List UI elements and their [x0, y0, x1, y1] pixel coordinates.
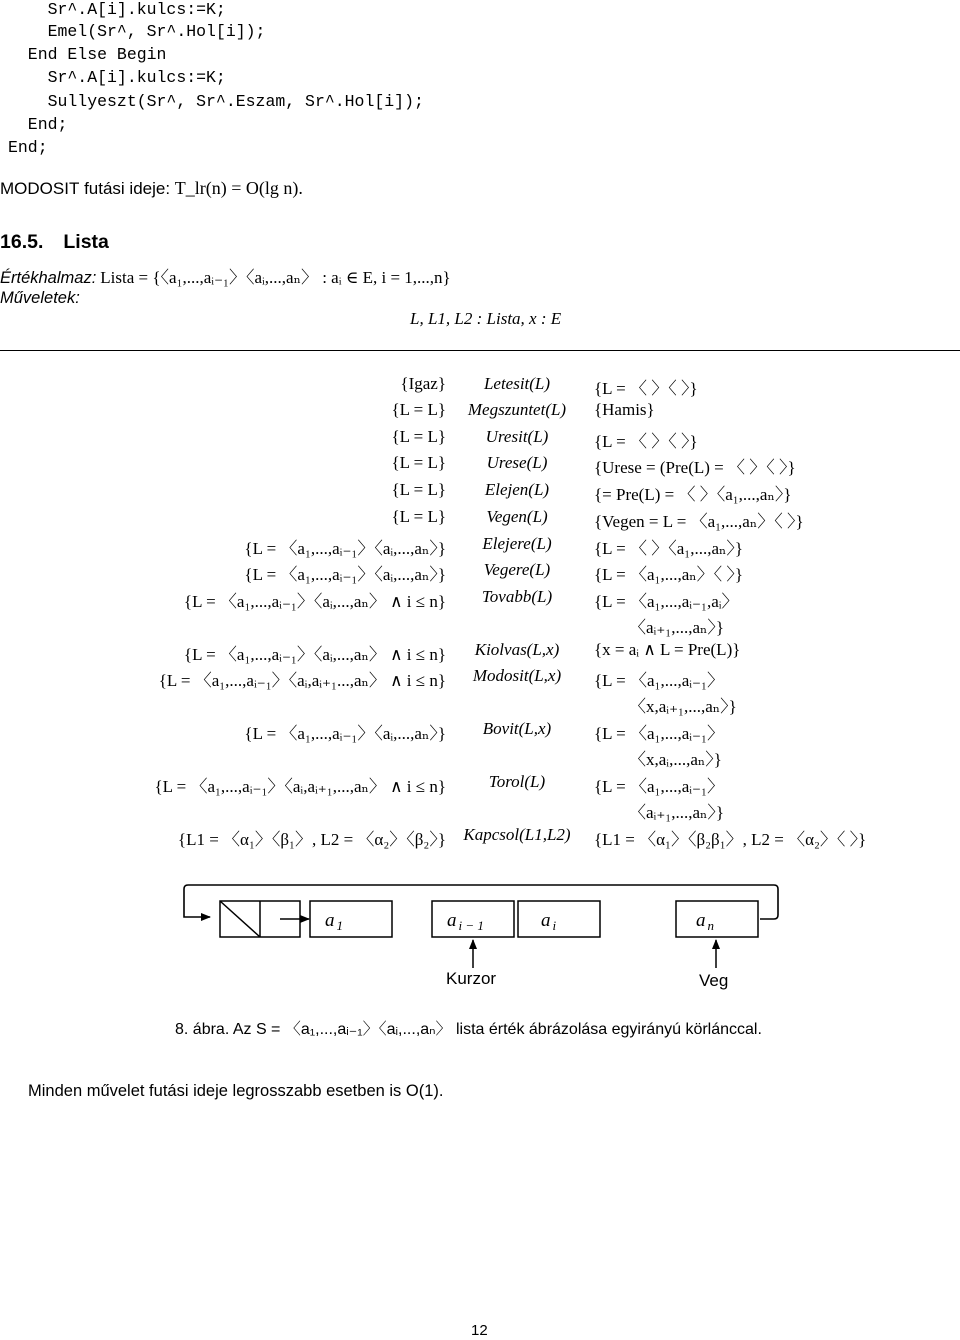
spec-precondition: {L1 = 〈α₁〉〈β₁〉, L2 = 〈α₂〉〈β₂〉} — [177, 830, 446, 849]
kurzor-label: Kurzor — [446, 969, 497, 988]
node-label-sub: i − 1 — [458, 918, 484, 933]
spec-operation: Vegere(L) — [483, 560, 551, 579]
spec-precondition: {L = L} — [391, 427, 446, 446]
spec-operation: Kapcsol(L1,L2) — [463, 825, 571, 844]
spec-precondition: {L = L} — [391, 453, 446, 472]
spec-operation: Bovit(L,x) — [482, 719, 552, 738]
spec-postcondition: {L = 〈 〉〈 〉} — [594, 432, 698, 451]
spec-operation: Modosit(L,x) — [472, 666, 562, 685]
value-set-label: Értékhalmaz: — [0, 269, 97, 287]
code-line: Sr^.A[i].kulcs:=K; — [8, 68, 226, 87]
operations-label: Műveletek: — [0, 289, 80, 307]
spec-postcondition: {L = 〈a₁,...,aₙ〉〈 〉} — [594, 565, 744, 584]
spec-postcondition: {Hamis} — [594, 400, 655, 419]
spec-operation: Elejen(L) — [484, 480, 550, 499]
node-label-main: a — [696, 910, 706, 931]
spec-postcondition-continued: 〈aᵢ₊₁,...,aₙ〉} — [629, 618, 725, 637]
spec-postcondition: {L1 = 〈α₁〉〈β₂β₁〉, L2 = 〈α₂〉〈 〉} — [594, 830, 867, 849]
operations-signature: L, L1, L2 : Lista, x : E — [410, 309, 562, 328]
node-label-sub: 1 — [336, 918, 343, 933]
node-a-i — [518, 901, 600, 937]
spec-postcondition: {L = 〈a₁,...,aᵢ₋₁〉 — [594, 671, 724, 690]
spec-operation: Kiolvas(L,x) — [474, 640, 560, 659]
node-box — [310, 901, 392, 937]
spec-precondition: {L = 〈a₁,...,aᵢ₋₁〉〈aᵢ,...,aₙ〉} — [244, 565, 446, 584]
spec-precondition: {L = 〈a₁,...,aᵢ₋₁〉〈aᵢ,aᵢ₊₁,...,aₙ〉 ∧ i ≤ n} — [154, 777, 446, 796]
spec-precondition: {L = L} — [391, 507, 446, 526]
spec-postcondition: {L = 〈a₁,...,aᵢ₋₁,aᵢ〉 — [594, 592, 739, 611]
spec-precondition: {L = L} — [391, 400, 446, 419]
node-box — [676, 901, 758, 937]
spec-operation: Vegen(L) — [486, 507, 548, 526]
runtime-formula: T_lr(n) = O(lg n). — [174, 178, 303, 198]
spec-postcondition-continued: 〈aᵢ₊₁,...,aₙ〉} — [629, 803, 725, 822]
spec-operation: Uresit(L) — [485, 427, 549, 446]
spec-operation: Tovabb(L) — [481, 587, 553, 606]
list-nodes — [310, 901, 758, 937]
spec-precondition: {L = 〈a₁,...,aᵢ₋₁〉〈aᵢ,...,aₙ〉} — [244, 539, 446, 558]
node-label-main: a — [541, 910, 551, 931]
spec-postcondition: {x = aᵢ ∧ L = Pre(L)} — [594, 640, 741, 659]
spec-operation: Urese(L) — [486, 453, 548, 472]
code-line: End Else Begin — [8, 45, 167, 64]
spec-precondition: {L = 〈a₁,...,aᵢ₋₁〉〈aᵢ,...,aₙ〉 ∧ i ≤ n} — [183, 592, 446, 611]
conclusion-sentence: Minden művelet futási ideje legrosszabb esetben is O(1). — [28, 1082, 444, 1100]
code-line: Sullyeszt(Sr^, Sr^.Eszam, Sr^.Hol[i]); — [8, 92, 424, 111]
value-set-formula: Lista = {〈a₁,...,aᵢ₋₁〉〈aᵢ,...,aₙ〉 : aᵢ ∈ E, i = 1,...,n} — [100, 268, 451, 287]
runtime-text: futási ideje: — [79, 179, 175, 198]
node-a-n — [676, 901, 758, 937]
spec-postcondition: {= Pre(L) = 〈 〉〈a₁,...,aₙ〉} — [594, 485, 792, 504]
spec-postcondition: {L = 〈a₁,...,aᵢ₋₁〉 — [594, 724, 724, 743]
node-label-main: a — [447, 910, 457, 931]
figure-caption: 8. ábra. Az S = 〈a₁,...,aᵢ₋₁〉〈aᵢ,...,aₙ〉 lista érték ábrázolása egyirányú körlánccal. — [175, 1021, 762, 1038]
page-number: 12 — [471, 1322, 488, 1339]
node-label-main: a — [325, 910, 335, 931]
code-line: End; — [8, 115, 68, 134]
node-a-i-minus-1 — [432, 901, 514, 937]
node-label — [696, 910, 714, 933]
spec-precondition: {L = 〈a₁,...,aᵢ₋₁〉〈aᵢ,...,aₙ〉 ∧ i ≤ n} — [183, 645, 446, 664]
spec-postcondition: {Urese = (Pre(L) = 〈 〉〈 〉} — [594, 458, 796, 477]
spec-precondition: {L = 〈a₁,...,aᵢ₋₁〉〈aᵢ,...,aₙ〉} — [244, 724, 446, 743]
node-label-sub: n — [707, 918, 714, 933]
node-box — [518, 901, 600, 937]
code-line: End; — [8, 138, 48, 157]
spec-postcondition-continued: 〈x,aᵢ₊₁,...,aₙ〉} — [629, 697, 737, 716]
node-a1 — [310, 901, 392, 937]
spec-operation: Torol(L) — [488, 772, 546, 791]
node-label — [447, 910, 484, 933]
spec-postcondition: {L = 〈a₁,...,aᵢ₋₁〉 — [594, 777, 724, 796]
spec-postcondition-continued: 〈x,aᵢ,...,aₙ〉} — [629, 750, 722, 769]
spec-postcondition: {Vegen = L = 〈a₁,...,aₙ〉〈 〉} — [594, 512, 804, 531]
spec-postcondition: {L = 〈 〉〈a₁,...,aₙ〉} — [594, 539, 744, 558]
spec-operation: Letesit(L) — [483, 374, 551, 393]
spec-operation: Megszuntet(L) — [467, 400, 567, 419]
node-label — [541, 910, 557, 933]
spec-precondition: {L = L} — [391, 480, 446, 499]
circular-link-line — [184, 885, 778, 919]
veg-label: Veg — [699, 971, 729, 990]
node-label-sub: i — [552, 918, 557, 933]
spec-postcondition: {L = 〈 〉〈 〉} — [594, 379, 698, 398]
section-title: Lista — [63, 231, 109, 253]
code-line: Emel(Sr^, Sr^.Hol[i]); — [8, 22, 266, 41]
spec-operation: Elejere(L) — [482, 534, 552, 553]
spec-precondition: {L = 〈a₁,...,aᵢ₋₁〉〈aᵢ,aᵢ₊₁...,aₙ〉 ∧ i ≤ n} — [158, 671, 446, 690]
runtime-procedure-name: MODOSIT — [0, 179, 80, 198]
section-number: 16.5. — [0, 231, 44, 253]
code-line: Sr^.A[i].kulcs:=K; — [8, 0, 226, 19]
spec-precondition: {Igaz} — [400, 374, 446, 393]
node-label — [325, 910, 343, 933]
